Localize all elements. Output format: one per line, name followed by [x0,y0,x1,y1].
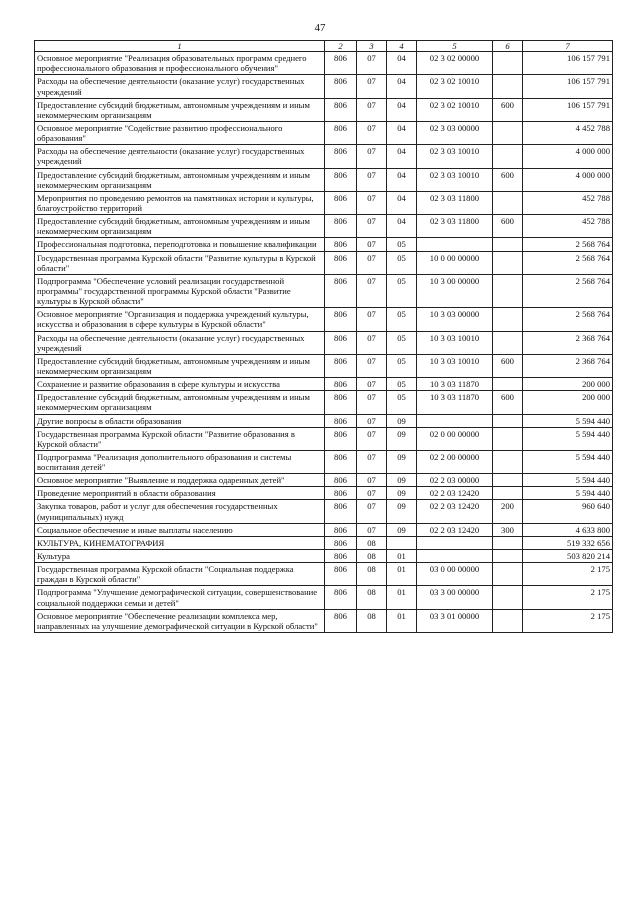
expense-type-cell: 600 [493,215,523,238]
admin-code-cell: 806 [325,378,357,391]
target-article-cell: 02 2 03 00000 [417,474,493,487]
target-article-cell: 02 2 00 00000 [417,450,493,473]
column-header: 6 [493,41,523,52]
row-name-cell: Культура [35,550,325,563]
column-number-row [35,41,613,52]
expense-type-cell [493,274,523,307]
amount-cell: 200 000 [523,391,613,414]
admin-code-cell: 806 [325,523,357,536]
row-name-cell: Государственная программа Курской области "Социальная поддержка граждан в Курской области" [35,563,325,586]
row-name-cell: Предоставление субсидий бюджетным, автономным учреждениям и иным некоммерческим организациям [35,354,325,377]
table-row [35,215,613,238]
amount-cell: 2 568 764 [523,238,613,251]
target-article-cell [417,238,493,251]
table-row [35,523,613,536]
amount-cell: 960 640 [523,500,613,523]
target-article-cell: 02 3 03 00000 [417,121,493,144]
target-article-cell: 03 3 00 00000 [417,586,493,609]
table-row [35,251,613,274]
column-header: 7 [523,41,613,52]
subsection-cell: 09 [387,427,417,450]
target-article-cell: 10 3 03 11870 [417,391,493,414]
target-article-cell: 03 3 01 00000 [417,609,493,632]
expense-type-cell: 200 [493,500,523,523]
row-name-cell: Государственная программа Курской области "Развитие культуры в Курской области" [35,251,325,274]
admin-code-cell: 806 [325,75,357,98]
row-name-cell: Расходы на обеспечение деятельности (оказание услуг) государственных учреждений [35,145,325,168]
expense-type-cell [493,450,523,473]
row-name-cell: Социальное обеспечение и иные выплаты населению [35,523,325,536]
row-name-cell: Расходы на обеспечение деятельности (оказание услуг) государственных учреждений [35,75,325,98]
table-row [35,427,613,450]
expense-type-cell [493,331,523,354]
section-cell: 07 [357,238,387,251]
table-row [35,450,613,473]
amount-cell: 2 568 764 [523,251,613,274]
table-row [35,52,613,75]
section-cell: 08 [357,609,387,632]
section-cell: 07 [357,474,387,487]
subsection-cell: 04 [387,168,417,191]
row-name-cell: Расходы на обеспечение деятельности (оказание услуг) государственных учреждений [35,331,325,354]
row-name-cell: Подпрограмма "Обеспечение условий реализации государственной программы" государственной программы Курской области "Развитие культуры в Курской области" [35,274,325,307]
table-row [35,563,613,586]
section-cell: 07 [357,378,387,391]
target-article-cell: 02 3 02 10010 [417,75,493,98]
table-body [35,52,613,633]
target-article-cell [417,536,493,549]
row-name-cell: Основное мероприятие "Выявление и поддержка одаренных детей" [35,474,325,487]
target-article-cell: 02 2 03 12420 [417,487,493,500]
expense-type-cell: 600 [493,168,523,191]
column-header: 1 [35,41,325,52]
admin-code-cell: 806 [325,563,357,586]
admin-code-cell: 806 [325,238,357,251]
subsection-cell: 05 [387,354,417,377]
row-name-cell: Подпрограмма "Реализация дополнительного образования и системы воспитания детей" [35,450,325,473]
admin-code-cell: 806 [325,274,357,307]
admin-code-cell: 806 [325,331,357,354]
admin-code-cell: 806 [325,121,357,144]
amount-cell: 4 452 788 [523,121,613,144]
admin-code-cell: 806 [325,168,357,191]
section-cell: 07 [357,168,387,191]
table-row [35,474,613,487]
subsection-cell: 05 [387,238,417,251]
column-header: 5 [417,41,493,52]
section-cell: 07 [357,98,387,121]
target-article-cell: 02 0 00 00000 [417,427,493,450]
amount-cell: 519 332 656 [523,536,613,549]
section-cell: 07 [357,121,387,144]
admin-code-cell: 806 [325,414,357,427]
subsection-cell: 05 [387,251,417,274]
table-row [35,354,613,377]
admin-code-cell: 806 [325,251,357,274]
amount-cell: 106 157 791 [523,98,613,121]
expense-type-cell [493,238,523,251]
row-name-cell: Закупка товаров, работ и услуг для обеспечения государственных (муниципальных) нужд [35,500,325,523]
admin-code-cell: 806 [325,536,357,549]
table-row [35,331,613,354]
row-name-cell: Основное мероприятие "Обеспечение реализации комплекса мер, направленных на улучшение демографической ситуации в Курской области" [35,609,325,632]
section-cell: 07 [357,354,387,377]
admin-code-cell: 806 [325,500,357,523]
table-row [35,121,613,144]
table-row [35,550,613,563]
admin-code-cell: 806 [325,215,357,238]
section-cell: 08 [357,563,387,586]
column-header: 4 [387,41,417,52]
expense-type-cell [493,550,523,563]
row-name-cell: Государственная программа Курской области "Развитие образования в Курской области" [35,427,325,450]
table-row [35,308,613,331]
table-row [35,500,613,523]
table-row [35,168,613,191]
section-cell: 07 [357,500,387,523]
expense-type-cell: 600 [493,354,523,377]
subsection-cell: 05 [387,391,417,414]
expense-type-cell [493,145,523,168]
table-row [35,414,613,427]
amount-cell: 5 594 440 [523,450,613,473]
expense-type-cell [493,121,523,144]
row-name-cell: Проведение мероприятий в области образования [35,487,325,500]
table-row [35,536,613,549]
subsection-cell: 01 [387,586,417,609]
budget-table [34,40,613,633]
subsection-cell: 05 [387,274,417,307]
row-name-cell: Предоставление субсидий бюджетным, автономным учреждениям и иным некоммерческим организациям [35,391,325,414]
admin-code-cell: 806 [325,474,357,487]
column-header: 2 [325,41,357,52]
amount-cell: 106 157 791 [523,52,613,75]
subsection-cell: 04 [387,52,417,75]
table-row [35,586,613,609]
page-number: 47 [314,22,326,34]
row-name-cell: Профессиональная подготовка, переподготовка и повышение квалификации [35,238,325,251]
table-row [35,238,613,251]
section-cell: 07 [357,331,387,354]
row-name-cell: Подпрограмма "Улучшение демографической ситуации, совершенствование социальной поддержки семьи и детей" [35,586,325,609]
target-article-cell: 10 3 03 10010 [417,331,493,354]
amount-cell: 2 568 764 [523,274,613,307]
target-article-cell [417,414,493,427]
admin-code-cell: 806 [325,609,357,632]
target-article-cell: 03 0 00 00000 [417,563,493,586]
admin-code-cell: 806 [325,52,357,75]
expense-type-cell: 600 [493,98,523,121]
section-cell: 08 [357,536,387,549]
expense-type-cell [493,378,523,391]
target-article-cell: 02 3 03 11800 [417,215,493,238]
admin-code-cell: 806 [325,450,357,473]
section-cell: 07 [357,191,387,214]
table-row [35,75,613,98]
row-name-cell: Основное мероприятие "Содействие развитию профессионального образования" [35,121,325,144]
section-cell: 07 [357,523,387,536]
section-cell: 07 [357,251,387,274]
subsection-cell: 01 [387,563,417,586]
admin-code-cell: 806 [325,550,357,563]
target-article-cell: 10 3 03 10010 [417,354,493,377]
section-cell: 07 [357,274,387,307]
subsection-cell: 01 [387,550,417,563]
admin-code-cell: 806 [325,98,357,121]
expense-type-cell: 300 [493,523,523,536]
table-row [35,391,613,414]
section-cell: 08 [357,550,387,563]
amount-cell: 2 568 764 [523,308,613,331]
table-row [35,609,613,632]
table-row [35,98,613,121]
row-name-cell: Основное мероприятие "Организация и поддержка учреждений культуры, искусства и образования в сфере культуры в Курской области" [35,308,325,331]
subsection-cell [387,536,417,549]
subsection-cell: 04 [387,121,417,144]
admin-code-cell: 806 [325,145,357,168]
expense-type-cell [493,427,523,450]
target-article-cell: 02 3 02 00000 [417,52,493,75]
admin-code-cell: 806 [325,391,357,414]
target-article-cell: 10 3 03 00000 [417,308,493,331]
target-article-cell: 02 3 02 10010 [417,98,493,121]
table-row [35,378,613,391]
expense-type-cell [493,52,523,75]
amount-cell: 503 820 214 [523,550,613,563]
target-article-cell: 10 0 00 00000 [417,251,493,274]
amount-cell: 452 788 [523,215,613,238]
expense-type-cell [493,609,523,632]
expense-type-cell [493,586,523,609]
section-cell: 07 [357,308,387,331]
amount-cell: 4 000 000 [523,168,613,191]
section-cell: 07 [357,145,387,168]
subsection-cell: 04 [387,215,417,238]
subsection-cell: 09 [387,450,417,473]
expense-type-cell [493,414,523,427]
amount-cell: 5 594 440 [523,427,613,450]
target-article-cell: 02 3 03 10010 [417,168,493,191]
subsection-cell: 09 [387,474,417,487]
subsection-cell: 01 [387,609,417,632]
table-row [35,191,613,214]
amount-cell: 5 594 440 [523,414,613,427]
section-cell: 07 [357,414,387,427]
subsection-cell: 09 [387,523,417,536]
section-cell: 07 [357,427,387,450]
admin-code-cell: 806 [325,586,357,609]
section-cell: 07 [357,52,387,75]
target-article-cell: 10 3 00 00000 [417,274,493,307]
amount-cell: 2 368 764 [523,354,613,377]
amount-cell: 2 368 764 [523,331,613,354]
row-name-cell: Сохранение и развитие образования в сфере культуры и искусства [35,378,325,391]
expense-type-cell [493,191,523,214]
admin-code-cell: 806 [325,427,357,450]
amount-cell: 2 175 [523,586,613,609]
section-cell: 07 [357,75,387,98]
subsection-cell: 04 [387,191,417,214]
amount-cell: 2 175 [523,609,613,632]
row-name-cell: Предоставление субсидий бюджетным, автономным учреждениям и иным некоммерческим организациям [35,215,325,238]
row-name-cell: Основное мероприятие "Реализация образовательных программ среднего профессионального образования и профессионального обучения" [35,52,325,75]
subsection-cell: 05 [387,331,417,354]
target-article-cell: 02 2 03 12420 [417,500,493,523]
amount-cell: 5 594 440 [523,474,613,487]
table-row [35,274,613,307]
admin-code-cell: 806 [325,308,357,331]
subsection-cell: 05 [387,308,417,331]
table-row [35,487,613,500]
subsection-cell: 09 [387,414,417,427]
expense-type-cell [493,474,523,487]
section-cell: 08 [357,586,387,609]
expense-type-cell: 600 [493,391,523,414]
row-name-cell: Другие вопросы в области образования [35,414,325,427]
admin-code-cell: 806 [325,487,357,500]
target-article-cell: 10 3 03 11870 [417,378,493,391]
section-cell: 07 [357,487,387,500]
admin-code-cell: 806 [325,191,357,214]
amount-cell: 200 000 [523,378,613,391]
row-name-cell: Предоставление субсидий бюджетным, автономным учреждениям и иным некоммерческим организациям [35,168,325,191]
amount-cell: 5 594 440 [523,487,613,500]
target-article-cell [417,550,493,563]
target-article-cell: 02 2 03 12420 [417,523,493,536]
subsection-cell: 05 [387,378,417,391]
expense-type-cell [493,251,523,274]
subsection-cell: 04 [387,98,417,121]
admin-code-cell: 806 [325,354,357,377]
row-name-cell: Мероприятия по проведению ремонтов на памятниках истории и культуры, благоустройство территорий [35,191,325,214]
amount-cell: 4 633 800 [523,523,613,536]
expense-type-cell [493,487,523,500]
table-row [35,145,613,168]
amount-cell: 452 788 [523,191,613,214]
expense-type-cell [493,75,523,98]
expense-type-cell [493,563,523,586]
row-name-cell: КУЛЬТУРА, КИНЕМАТОГРАФИЯ [35,536,325,549]
column-header: 3 [357,41,387,52]
amount-cell: 2 175 [523,563,613,586]
expense-type-cell [493,308,523,331]
expense-type-cell [493,536,523,549]
target-article-cell: 02 3 03 11800 [417,191,493,214]
amount-cell: 106 157 791 [523,75,613,98]
subsection-cell: 04 [387,145,417,168]
amount-cell: 4 000 000 [523,145,613,168]
target-article-cell: 02 3 03 10010 [417,145,493,168]
section-cell: 07 [357,450,387,473]
subsection-cell: 04 [387,75,417,98]
subsection-cell: 09 [387,487,417,500]
section-cell: 07 [357,391,387,414]
row-name-cell: Предоставление субсидий бюджетным, автономным учреждениям и иным некоммерческим организациям [35,98,325,121]
subsection-cell: 09 [387,500,417,523]
section-cell: 07 [357,215,387,238]
